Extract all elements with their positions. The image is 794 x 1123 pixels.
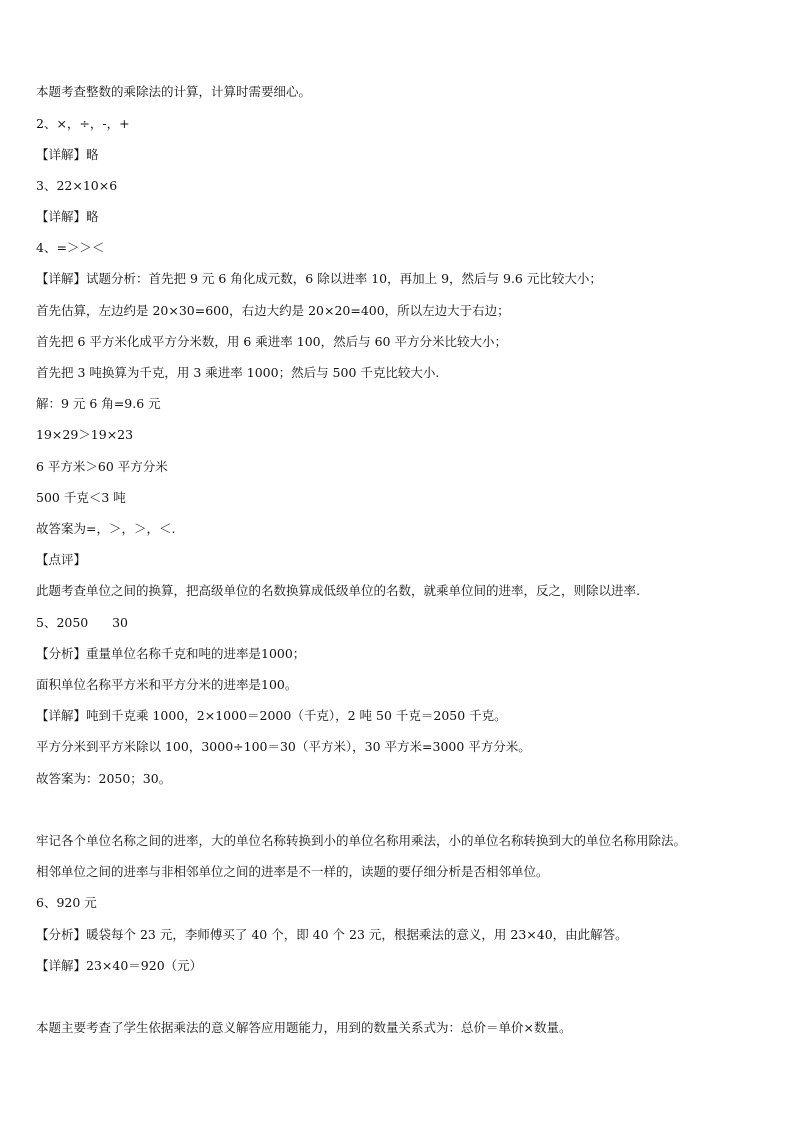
text-line: 6 平方米＞60 平方分米 <box>36 459 168 474</box>
text-line: 故答案为：2050；30。 <box>36 771 172 786</box>
text-line: 【详解】吨到千克乘 1000，2×1000＝2000（千克），2 吨 50 千克＝2050 千克。 <box>36 708 507 723</box>
text-line: 【详解】略 <box>36 209 99 224</box>
text-line: 【详解】试题分析：首先把 9 元 6 角化成元数，6 除以进率 10，再加上 9，然后与 9.6 元比较大小； <box>36 271 602 286</box>
text-line: 500 千克＜3 吨 <box>36 490 126 505</box>
text-line: 首先估算，左边约是 20×30=600，右边大约是 20×20=400，所以左边大于右边； <box>36 303 510 318</box>
answer-heading-2: 2、×，÷，-，+ <box>36 116 130 131</box>
text-line: 首先把 3 吨换算为千克，用 3 乘进率 1000；然后与 500 千克比较大小. <box>36 365 440 380</box>
text-line: 牢记各个单位名称之间的进率，大的单位名称转换到小的单位名称用乘法，小的单位名称转换到大的单位名称用除法。 <box>36 833 687 848</box>
text-line: 故答案为=，＞，＞，＜. <box>36 521 176 536</box>
text-line: 面积单位名称平方米和平方分米的进率是100。 <box>36 677 298 692</box>
answer-heading-6: 6、920 元 <box>36 895 97 910</box>
text-line: 本题考查整数的乘除法的计算，计算时需要细心。 <box>36 84 312 99</box>
text-line: 本题主要考查了学生依据乘法的意义解答应用题能力，用到的数量关系式为：总价＝单价×数量。 <box>36 1020 572 1035</box>
text-line: 【点评】 <box>36 552 87 567</box>
text-line: 【详解】23×40＝920（元） <box>36 958 203 973</box>
text-line: 平方分米到平方米除以 100，3000÷100＝30（平方米），30 平方米=3000 平方分米。 <box>36 739 531 754</box>
text-line: 首先把 6 平方米化成平方分米数，用 6 乘进率 100，然后与 60 平方分米比较大小； <box>36 334 507 349</box>
text-line: 【详解】略 <box>36 147 99 162</box>
text-line: 19×29＞19×23 <box>36 427 134 442</box>
answer-heading-5: 5、2050 30 <box>36 615 129 630</box>
text-line: 相邻单位之间的进率与非相邻单位之间的进率是不一样的，读题的要仔细分析是否相邻单位。 <box>36 864 549 879</box>
answer-heading-4: 4、=＞＞＜ <box>36 240 105 255</box>
text-line: 【分析】暖袋每个 23 元，李师傅买了 40 个，即 40 个 23 元，根据乘法的意义，用 23×40，由此解答。 <box>36 927 628 942</box>
text-line: 解：9 元 6 角=9.6 元 <box>36 396 161 411</box>
text-line: 此题考查单位之间的换算，把高级单位的名数换算成低级单位的名数，就乘单位间的进率，反之，则除以进率. <box>36 583 640 598</box>
text-line: 【分析】重量单位名称千克和吨的进率是1000； <box>36 646 306 661</box>
answer-heading-3: 3、22×10×6 <box>36 178 118 193</box>
